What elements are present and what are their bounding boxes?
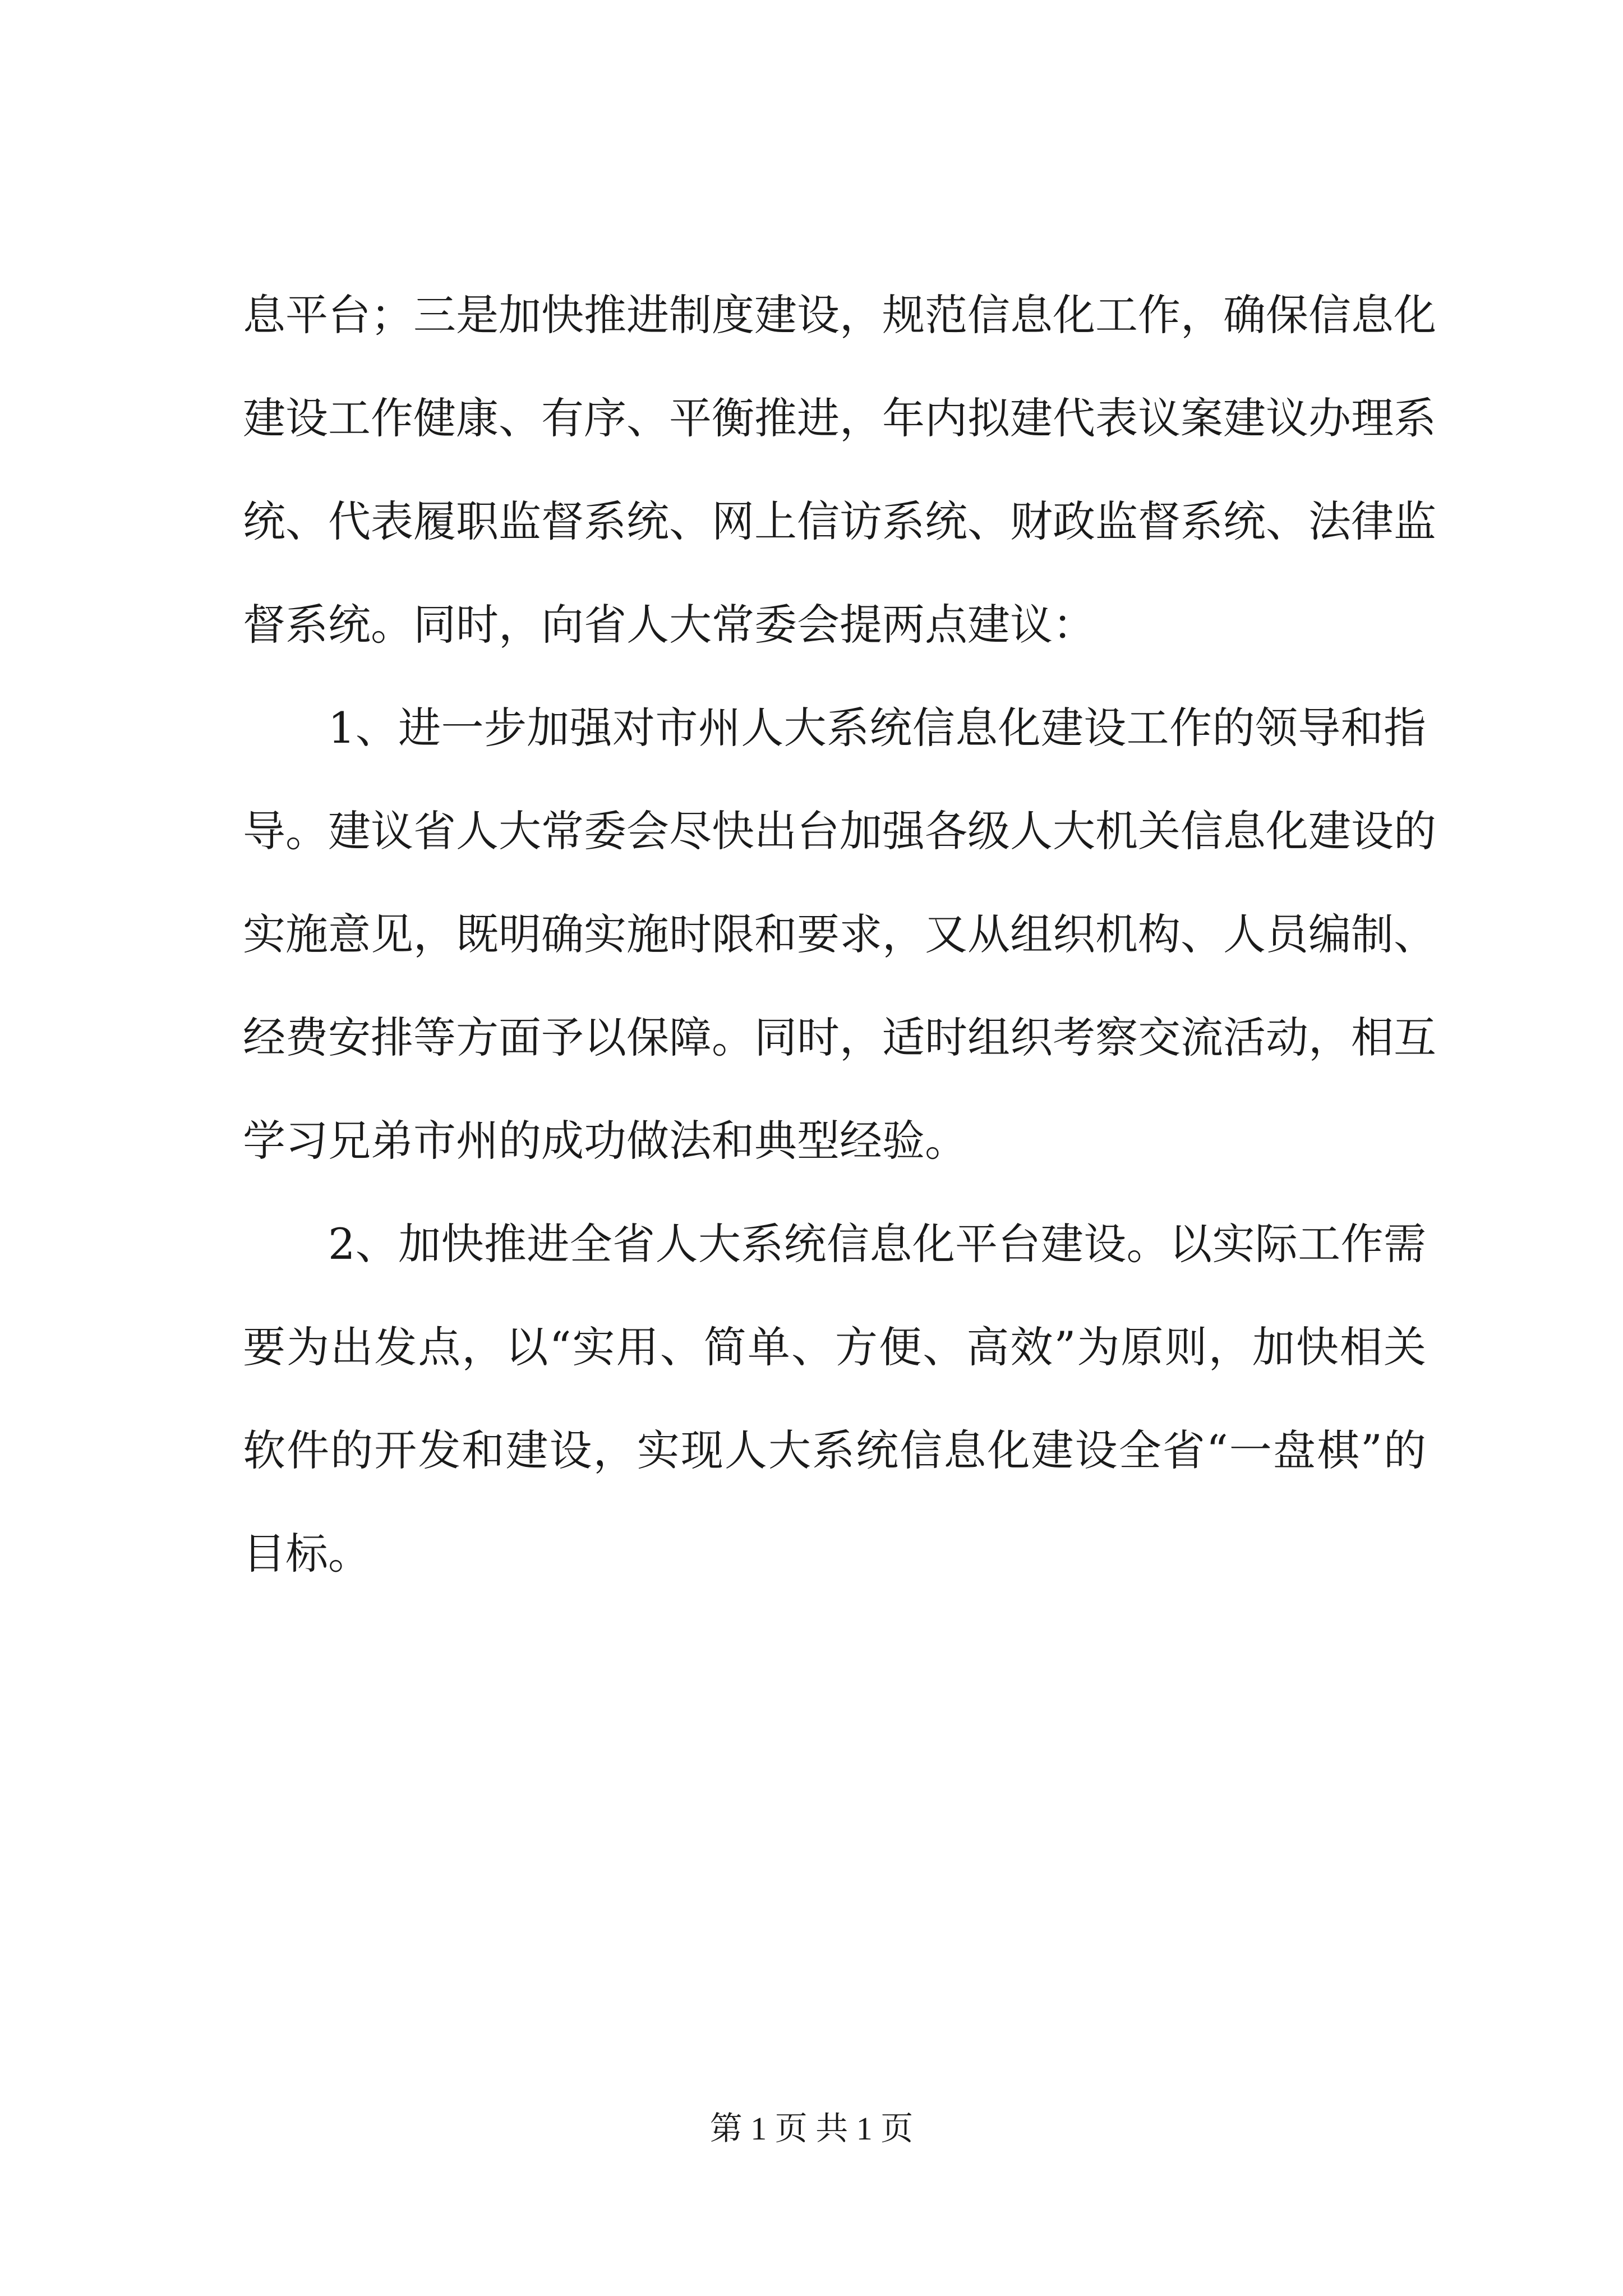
text-line: 建设工作健康、有序、平衡推进，年内拟建代表议案建议办理系 — [243, 393, 1436, 443]
text-line: 息平台；三是加快推进制度建设，规范信息化工作，确保信息化 — [243, 290, 1436, 340]
text-line: 实施意见，既明确实施时限和要求，又从组织机构、人员编制、 — [243, 909, 1436, 959]
text-line: 要为出发点，以“实用、简单、方便、高效”为原则，加快相关 — [243, 1322, 1426, 1372]
text-line: 督系统。同时，向省人大常委会提两点建议： — [243, 600, 1095, 650]
document-body — [243, 264, 1436, 1605]
text-line: 2、加快推进全省人大系统信息化平台建设。以实际工作需 — [328, 1219, 1426, 1269]
text-line: 统、代表履职监督系统、网上信访系统、财政监督系统、法律监 — [243, 496, 1436, 546]
paragraph-1 — [243, 264, 1436, 677]
paragraph-2 — [243, 677, 1436, 1193]
text-line: 学习兄弟市州的成功做法和典型经验。 — [243, 1116, 967, 1166]
text-line: 导。建议省人大常委会尽快出台加强各级人大机关信息化建设的 — [243, 806, 1436, 856]
text-line: 1、进一步加强对市州人大系统信息化建设工作的领导和指 — [328, 703, 1426, 753]
text-line: 经费安排等方面予以保障。同时，适时组织考察交流活动，相互 — [243, 1013, 1436, 1062]
paragraph-3 — [243, 1193, 1426, 1605]
text-line: 目标。 — [243, 1529, 371, 1579]
page-footer: 第 1 页 共 1 页 — [709, 2110, 914, 2147]
text-line: 软件的开发和建设，实现人大系统信息化建设全省“一盘棋”的 — [243, 1425, 1426, 1475]
